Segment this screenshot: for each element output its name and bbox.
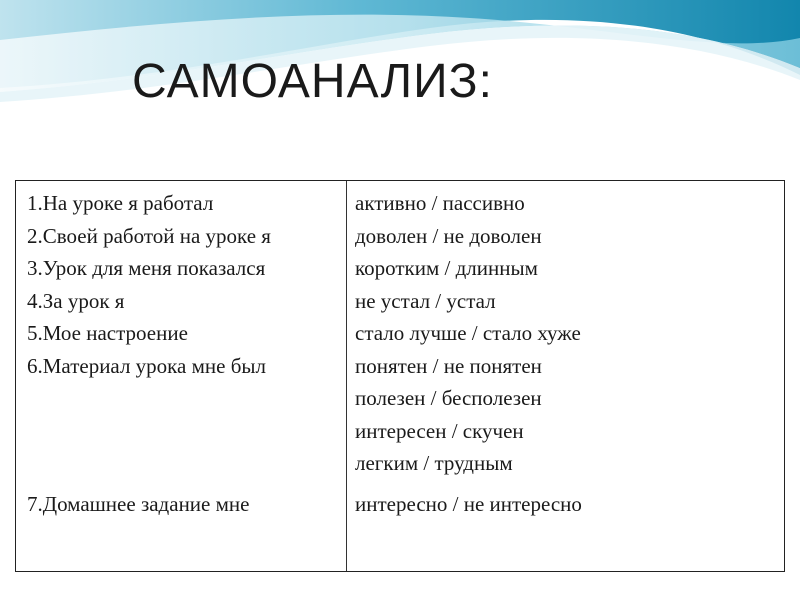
question-item: 1.На уроке я работал xyxy=(27,191,214,215)
answer-item: интересен / скучен xyxy=(355,418,524,443)
answer-item: доволен / не доволен xyxy=(355,223,542,248)
slide-title: САМОАНАЛИЗ: xyxy=(132,55,493,108)
answer-item: не устал / устал xyxy=(355,288,496,313)
question-item: 2.Своей работой на уроке я xyxy=(27,223,271,248)
question-item: 3.Урок для меня показался xyxy=(27,256,266,280)
answer-item: легким / трудным xyxy=(355,451,513,475)
question-item: 5.Мое настроение xyxy=(27,321,188,345)
self-analysis-table xyxy=(15,180,785,572)
answer-item: понятен / не понятен xyxy=(355,353,542,378)
question-item: 6.Материал урока мне был xyxy=(27,353,266,378)
column-divider xyxy=(346,181,347,571)
answer-item: активно / пассивно xyxy=(355,191,525,215)
homework-question: 7.Домашнее задание мне xyxy=(27,492,250,516)
homework-answer: интересно / не интересно xyxy=(355,492,582,516)
answers-column xyxy=(355,187,581,480)
answer-item: полезен / бесполезен xyxy=(355,386,542,410)
answer-item: коротким / длинным xyxy=(355,256,538,280)
questions-column xyxy=(27,187,271,382)
answer-item: стало лучше / стало хуже xyxy=(355,321,581,345)
question-item: 4.За урок я xyxy=(27,288,125,313)
